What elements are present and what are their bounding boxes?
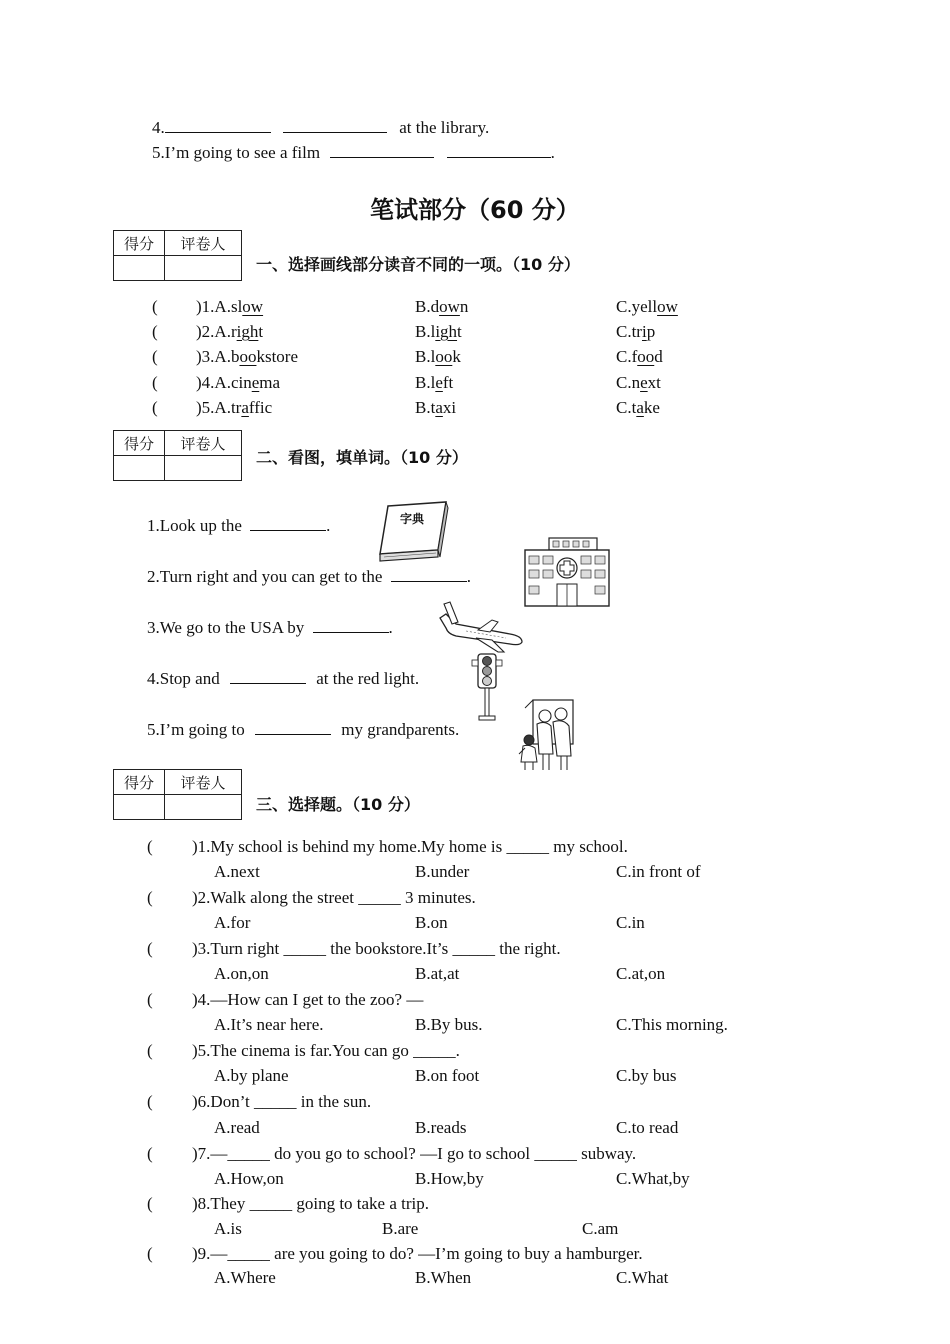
question-text: 4.Stop and bbox=[147, 669, 220, 688]
underlined-letters: oo bbox=[637, 347, 655, 366]
answer-blank[interactable] bbox=[447, 143, 551, 158]
picture-question-2 bbox=[147, 567, 471, 587]
option-text: ma bbox=[259, 373, 281, 392]
question-option-c bbox=[616, 322, 655, 342]
underlined-letters: igh bbox=[236, 322, 259, 341]
top-line-4 bbox=[152, 118, 489, 138]
dictionary-icon bbox=[376, 500, 452, 562]
question-option-a bbox=[196, 297, 263, 317]
option-text: C.n bbox=[616, 373, 641, 392]
question-stem: )4.—How can I get to the zoo? — bbox=[192, 990, 424, 1009]
visiting-grandparents-icon bbox=[515, 698, 577, 772]
question-option-b[interactable]: B.on bbox=[415, 913, 448, 932]
underlined-letters: e bbox=[435, 373, 443, 392]
option-text: A.tr bbox=[214, 398, 242, 417]
score-box bbox=[113, 230, 242, 281]
question-number: )4. bbox=[196, 373, 215, 392]
question-option-b bbox=[415, 322, 462, 342]
question-text: my grandparents. bbox=[341, 720, 460, 739]
answer-blank[interactable] bbox=[391, 567, 467, 582]
question-text: 3.We go to the USA by bbox=[147, 618, 305, 637]
option-text: C.yell bbox=[616, 297, 658, 316]
top-line-5 bbox=[152, 143, 555, 163]
question-paren[interactable]: ( bbox=[147, 1194, 153, 1213]
question-option-c bbox=[616, 373, 661, 393]
option-text: d bbox=[654, 347, 663, 366]
page-title: 笔试部分（60 分） bbox=[370, 196, 580, 224]
question-option-c[interactable]: C.This morning. bbox=[616, 1015, 728, 1034]
question-stem: )7.—_____ do you go to school? —I go to school _____ subway. bbox=[192, 1144, 637, 1163]
option-text: ke bbox=[643, 398, 660, 417]
question-stem: )3.Turn right _____ the bookstore.It’s _____ the right. bbox=[192, 939, 561, 958]
dictionary-label: 字典 bbox=[400, 512, 425, 526]
option-text: C.f bbox=[616, 347, 638, 366]
question-paren[interactable]: ( bbox=[147, 837, 153, 856]
question-paren[interactable]: ( bbox=[152, 347, 158, 366]
underlined-letters: a bbox=[636, 398, 644, 417]
question-option-a[interactable]: A.next bbox=[214, 862, 260, 881]
question-option-c bbox=[616, 347, 663, 367]
question-text: 2.Turn right and you can get to the bbox=[147, 567, 383, 586]
underlined-letters: ow bbox=[242, 297, 264, 316]
answer-blank[interactable] bbox=[255, 720, 331, 735]
question-option-c bbox=[616, 398, 660, 418]
question-paren[interactable]: ( bbox=[147, 939, 153, 958]
question-option-c[interactable]: C.in bbox=[616, 913, 645, 932]
question-stem: )8.They _____ going to take a trip. bbox=[192, 1194, 430, 1213]
option-text: kstore bbox=[256, 347, 298, 366]
section-2-title: 二、看图，填单词。（10 分） bbox=[256, 448, 468, 467]
question-paren[interactable]: ( bbox=[152, 398, 158, 417]
question-paren[interactable]: ( bbox=[147, 990, 153, 1009]
question-text: 5.I’m going to bbox=[147, 720, 245, 739]
question-option-b bbox=[415, 398, 456, 418]
top-line-4-tail: at the library. bbox=[399, 118, 490, 137]
option-text: A.r bbox=[214, 322, 237, 341]
option-text: xt bbox=[647, 373, 661, 392]
question-option-a[interactable]: A.How,on bbox=[214, 1169, 284, 1188]
score-label: 得分 bbox=[114, 770, 165, 795]
picture-question-5 bbox=[147, 720, 459, 740]
underlined-letters: e bbox=[640, 373, 648, 392]
option-text: t bbox=[258, 322, 264, 341]
top-line-5-tail: . bbox=[550, 143, 555, 162]
question-option-b[interactable]: B.reads bbox=[415, 1118, 467, 1137]
question-stem: )1.My school is behind my home.My home is _____ my school. bbox=[192, 837, 628, 856]
question-text: at the red light. bbox=[316, 669, 420, 688]
underlined-letters: i bbox=[641, 322, 647, 341]
question-option-a bbox=[196, 347, 298, 367]
answer-blank[interactable] bbox=[165, 118, 271, 133]
option-text: B.d bbox=[415, 297, 440, 316]
score-label: 得分 bbox=[114, 231, 165, 256]
hospital-icon bbox=[523, 536, 611, 608]
question-option-c[interactable]: C.in front of bbox=[616, 862, 701, 881]
picture-question-1 bbox=[147, 516, 330, 536]
question-option-b bbox=[415, 373, 453, 393]
grader-cell[interactable] bbox=[165, 256, 242, 281]
question-option-c[interactable]: C.to read bbox=[616, 1118, 679, 1137]
question-stem: )2.Walk along the street _____ 3 minutes. bbox=[192, 888, 476, 907]
question-stem: )6.Don’t _____ in the sun. bbox=[192, 1092, 372, 1111]
grader-cell[interactable] bbox=[165, 795, 242, 820]
option-text: A.b bbox=[214, 347, 240, 366]
grader-label: 评卷人 bbox=[165, 431, 242, 456]
question-option-a[interactable]: A.for bbox=[214, 913, 251, 932]
question-option-b[interactable]: B.at,at bbox=[415, 964, 460, 983]
question-option-b bbox=[415, 347, 461, 367]
option-text: t bbox=[457, 322, 462, 341]
question-text: . bbox=[466, 567, 471, 586]
question-option-a[interactable]: A.on,on bbox=[214, 964, 269, 983]
question-number: )3. bbox=[196, 347, 215, 366]
question-option-a[interactable]: A.Where bbox=[214, 1268, 276, 1287]
underlined-letters: oo bbox=[239, 347, 257, 366]
option-text: C.t bbox=[616, 398, 637, 417]
score-box bbox=[113, 430, 242, 481]
answer-blank[interactable] bbox=[313, 618, 389, 633]
question-option-a[interactable]: A.by plane bbox=[214, 1066, 289, 1085]
underlined-letters: igh bbox=[435, 322, 458, 341]
question-stem: )9.—_____ are you going to do? —I’m going to buy a hamburger. bbox=[192, 1244, 643, 1263]
grader-label: 评卷人 bbox=[165, 770, 242, 795]
question-number: )1. bbox=[196, 297, 215, 316]
question-paren[interactable]: ( bbox=[152, 373, 158, 392]
question-paren[interactable]: ( bbox=[152, 297, 158, 316]
question-option-a[interactable]: A.is bbox=[214, 1219, 242, 1238]
option-text: C.tr bbox=[616, 322, 642, 341]
question-option-c[interactable]: C.at,on bbox=[616, 964, 666, 983]
underlined-letters: a bbox=[241, 398, 249, 417]
question-option-c bbox=[616, 297, 678, 317]
question-option-b[interactable]: B.are bbox=[382, 1219, 419, 1238]
option-text: B.l bbox=[415, 347, 436, 366]
grader-cell[interactable] bbox=[165, 456, 242, 481]
score-cell[interactable] bbox=[114, 795, 165, 820]
question-stem: )5.The cinema is far.You can go _____. bbox=[192, 1041, 460, 1060]
top-line-4-num: 4. bbox=[152, 118, 165, 137]
score-label: 得分 bbox=[114, 431, 165, 456]
option-text: A.cin bbox=[214, 373, 252, 392]
question-option-a[interactable]: A.It’s near here. bbox=[214, 1015, 324, 1034]
option-text: B.t bbox=[415, 398, 436, 417]
question-option-a bbox=[196, 373, 280, 393]
traffic-light-icon bbox=[470, 652, 504, 722]
picture-question-4 bbox=[147, 669, 419, 689]
question-option-c[interactable]: C.What,by bbox=[616, 1169, 690, 1188]
underlined-letters: e bbox=[251, 373, 260, 392]
underlined-letters: oo bbox=[435, 347, 453, 366]
question-option-b bbox=[415, 297, 468, 317]
question-option-c[interactable]: C.What bbox=[616, 1268, 669, 1287]
option-text: ft bbox=[442, 373, 454, 392]
option-text: p bbox=[646, 322, 656, 341]
picture-question-3 bbox=[147, 618, 393, 638]
score-box bbox=[113, 769, 242, 820]
underlined-letters: ow bbox=[657, 297, 678, 316]
answer-blank[interactable] bbox=[250, 516, 326, 531]
question-number: )5. bbox=[196, 398, 215, 417]
question-paren[interactable]: ( bbox=[152, 322, 158, 341]
underlined-letters: ow bbox=[439, 297, 460, 316]
option-text: A.sl bbox=[214, 297, 243, 316]
question-option-b[interactable]: B.How,by bbox=[415, 1169, 484, 1188]
option-text: B.l bbox=[415, 322, 436, 341]
score-cell[interactable] bbox=[114, 456, 165, 481]
question-text: . bbox=[388, 618, 393, 637]
option-text: n bbox=[459, 297, 469, 316]
option-text: ffic bbox=[248, 398, 273, 417]
question-option-b[interactable]: B.By bus. bbox=[415, 1015, 483, 1034]
question-paren[interactable]: ( bbox=[147, 1144, 153, 1163]
question-option-b[interactable]: B.on foot bbox=[415, 1066, 480, 1085]
top-line-5-num: 5.I’m going to see a film bbox=[152, 143, 321, 162]
airplane-icon bbox=[436, 600, 526, 656]
question-paren[interactable]: ( bbox=[147, 1244, 153, 1263]
grader-label: 评卷人 bbox=[165, 231, 242, 256]
underlined-letters: a bbox=[435, 398, 443, 417]
question-option-c[interactable]: C.by bus bbox=[616, 1066, 677, 1085]
question-option-a bbox=[196, 398, 272, 418]
option-text: k bbox=[452, 347, 461, 366]
question-option-c[interactable]: C.am bbox=[582, 1219, 619, 1238]
score-cell[interactable] bbox=[114, 256, 165, 281]
option-text: xi bbox=[442, 398, 457, 417]
option-text: B.l bbox=[415, 373, 436, 392]
answer-blank[interactable] bbox=[330, 143, 434, 158]
question-option-a[interactable]: A.read bbox=[214, 1118, 260, 1137]
section-1-title: 一、选择画线部分读音不同的一项。（10 分） bbox=[256, 255, 580, 274]
section-3-title: 三、选择题。（10 分） bbox=[256, 795, 420, 814]
answer-blank[interactable] bbox=[230, 669, 306, 684]
question-option-b[interactable]: B.When bbox=[415, 1268, 472, 1287]
question-paren[interactable]: ( bbox=[147, 888, 153, 907]
question-text: . bbox=[326, 516, 331, 535]
question-option-b[interactable]: B.under bbox=[415, 862, 470, 881]
answer-blank[interactable] bbox=[283, 118, 387, 133]
question-text: 1.Look up the bbox=[147, 516, 242, 535]
question-paren[interactable]: ( bbox=[147, 1041, 153, 1060]
question-number: )2. bbox=[196, 322, 215, 341]
question-paren[interactable]: ( bbox=[147, 1092, 153, 1111]
question-option-a bbox=[196, 322, 263, 342]
